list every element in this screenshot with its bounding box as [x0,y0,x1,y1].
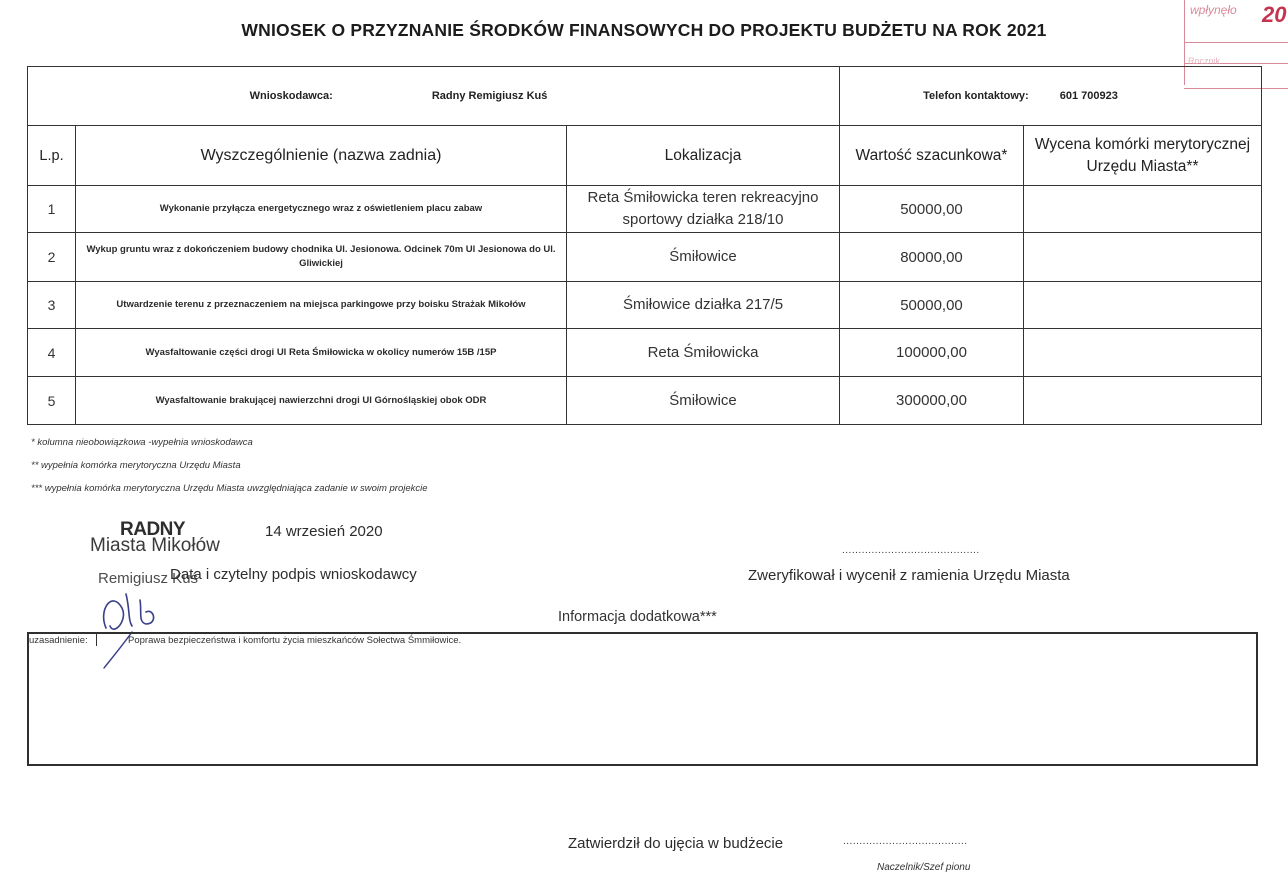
row-valuation[interactable] [1024,233,1262,282]
row-valuation[interactable] [1024,186,1262,233]
table-row [28,186,1262,233]
row-task: Wyasfaltowanie części drogi Ul Reta Śmiłowicka w okolicy numerów 15B /15P [76,329,567,377]
row-location: Reta Śmiłowicka teren rekreacyjno sportowy działka 218/10 [567,186,840,233]
row-lp: 3 [28,282,76,329]
row-location: Śmiłowice działka 217/5 [567,282,840,329]
approval-signature-line: ...................................... [843,836,968,847]
table-row [28,233,1262,282]
row-location: Śmiłowice [567,377,840,425]
stamp-year-number: 20 [1262,2,1287,27]
applicant-cell [28,67,840,126]
additional-info-label: Informacja dodatkowa*** [558,609,717,625]
row-task: Wykup gruntu wraz z dokończeniem budowy chodnika Ul. Jesionowa. Odcinek 70m Ul Jesionowa do Ul. Gliwickiej [76,233,567,282]
phone-cell [840,67,1262,126]
stamp-received-text: wpłynęło [1190,3,1237,17]
table-row [28,282,1262,329]
table-row [28,377,1262,425]
row-valuation[interactable] [1024,329,1262,377]
column-header-row [28,126,1262,186]
justification-divider [96,632,100,646]
col-header-task: Wyszczególnienie (nazwa zadnia) [76,126,567,186]
councillor-stamp-line3: Remigiusz Kuś [98,570,199,587]
row-task: Wykonanie przyłącza energetycznego wraz z oświetleniem placu zabaw [76,186,567,233]
approval-role-caption: Naczelnik/Szef pionu [877,862,971,873]
justification-text: Poprawa bezpieczeństwa i komfortu życia mieszkańców Sołectwa Śmmiłowice. [128,635,462,646]
councillor-stamp-line2: Miasta Mikołów [90,535,220,556]
row-value: 80000,00 [840,233,1024,282]
col-header-location: Lokalizacja [567,126,840,186]
justification-box[interactable] [27,632,1258,766]
justification-label: uzasadnienie: [29,635,88,646]
stamp-small-text: Rocznik [1188,56,1221,66]
row-task: Utwardzenie terenu z przeznaczeniem na miejsca parkingowe przy boisku Strażak Mikołów [76,282,567,329]
phone-number: 601 700923 [1059,90,1118,102]
form-title: WNIOSEK O PRZYZNANIE ŚRODKÓW FINANSOWYCH DO PROJEKTU BUDŻETU NA ROK 2021 [241,20,1047,40]
row-valuation[interactable] [1024,377,1262,425]
row-value: 50000,00 [840,282,1024,329]
footnote-3: *** wypełnia komórka merytoryczna Urzędu Miasta uwzględniająca zadanie w swoim projekcie [31,483,428,494]
col-header-valuation: Wycena komórki merytorycznej Urzędu Miasta** [1024,126,1262,186]
row-value: 100000,00 [840,329,1024,377]
row-lp: 1 [28,186,76,233]
row-valuation[interactable] [1024,282,1262,329]
signature-label: Data i czytelny podpis wnioskodawcy [170,566,417,583]
col-header-lp: L.p. [28,126,76,186]
applicant-label: Wnioskodawca: [249,90,333,102]
footnote-1: * kolumna nieobowiązkowa -wypełnia wnioskodawca [31,437,253,448]
row-lp: 2 [28,233,76,282]
verification-label: Zweryfikował i wycenił z ramienia Urzędu Miasta [748,567,1070,584]
row-location: Reta Śmiłowicka [567,329,840,377]
col-header-value: Wartość szacunkowa* [840,126,1024,186]
applicant-row [28,67,1262,126]
applicant-name: Radny Remigiusz Kuś [431,90,548,102]
request-table [27,66,1262,425]
approval-label: Zatwierdził do ujęcia w budżecie [568,835,784,852]
row-task: Wyasfaltowanie brakującej nawierzchni drogi Ul Górnośląskiej obok ODR [76,377,567,425]
phone-label: Telefon kontaktowy: [923,90,1029,102]
row-lp: 5 [28,377,76,425]
row-value: 300000,00 [840,377,1024,425]
footnote-2: ** wypełnia komórka merytoryczna Urzędu Miasta [31,460,241,471]
row-value: 50000,00 [840,186,1024,233]
row-location: Śmiłowice [567,233,840,282]
row-lp: 4 [28,329,76,377]
verification-signature-line: .......................................... [842,545,980,556]
application-date: 14 wrzesień 2020 [265,523,383,540]
table-row [28,329,1262,377]
councillor-stamp-line1: RADNY [120,519,186,540]
